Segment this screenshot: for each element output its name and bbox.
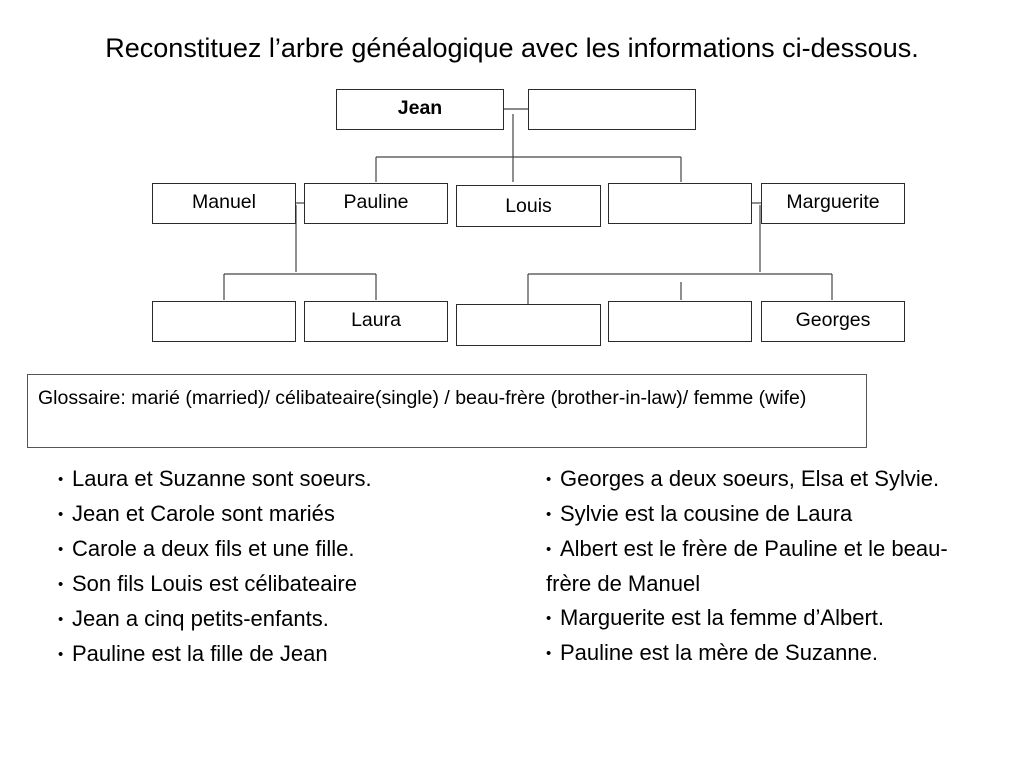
bullet-icon: • <box>58 576 64 593</box>
bullet-icon: • <box>546 506 552 523</box>
bullet-icon: • <box>58 506 64 523</box>
clue-item: • Jean et Carole sont mariés <box>58 497 478 532</box>
clue-item: • Albert est le frère de Pauline et le beau-frère de Manuel <box>546 532 976 601</box>
glossary-box: Glossaire: marié (married)/ célibateaire(single) / beau-frère (brother-in-law)/ femme (wife) <box>27 374 867 448</box>
clue-item: • Son fils Louis est célibateaire <box>58 567 478 602</box>
tree-box-marguerite: Marguerite <box>761 183 905 224</box>
tree-box-jean-spouse[interactable] <box>528 89 696 130</box>
tree-box-manuel: Manuel <box>152 183 296 224</box>
clue-item: • Jean a cinq petits-enfants. <box>58 602 478 637</box>
bullet-icon: • <box>58 611 64 628</box>
bullet-icon: • <box>58 646 64 663</box>
clue-item: • Sylvie est la cousine de Laura <box>546 497 976 532</box>
tree-box-pauline: Pauline <box>304 183 448 224</box>
bullet-icon: • <box>58 541 64 558</box>
clue-item: • Georges a deux soeurs, Elsa et Sylvie. <box>546 462 976 497</box>
tree-box-louis: Louis <box>456 185 601 227</box>
bullet-icon: • <box>546 610 552 627</box>
bullet-icon: • <box>546 541 552 558</box>
tree-box-gen3-unknown-1[interactable] <box>152 301 296 342</box>
tree-box-gen3-unknown-2[interactable] <box>456 304 601 346</box>
clue-item: • Pauline est la fille de Jean <box>58 637 478 672</box>
tree-box-gen2-unknown[interactable] <box>608 183 752 224</box>
clues-left-list <box>58 462 478 672</box>
tree-box-gen3-unknown-3[interactable] <box>608 301 752 342</box>
bullet-icon: • <box>546 645 552 662</box>
clue-item: • Pauline est la mère de Suzanne. <box>546 636 976 671</box>
bullet-icon: • <box>58 471 64 488</box>
clue-item: • Marguerite est la femme d’Albert. <box>546 601 976 636</box>
clue-item: • Carole a deux fils et une fille. <box>58 532 478 567</box>
tree-box-jean: Jean <box>336 89 504 130</box>
tree-box-georges: Georges <box>761 301 905 342</box>
clue-item: • Laura et Suzanne sont soeurs. <box>58 462 478 497</box>
bullet-icon: • <box>546 471 552 488</box>
tree-box-laura: Laura <box>304 301 448 342</box>
clues-right-list <box>546 462 976 671</box>
page-title: Reconstituez l’arbre généalogique avec les informations ci-dessous. <box>105 33 919 63</box>
